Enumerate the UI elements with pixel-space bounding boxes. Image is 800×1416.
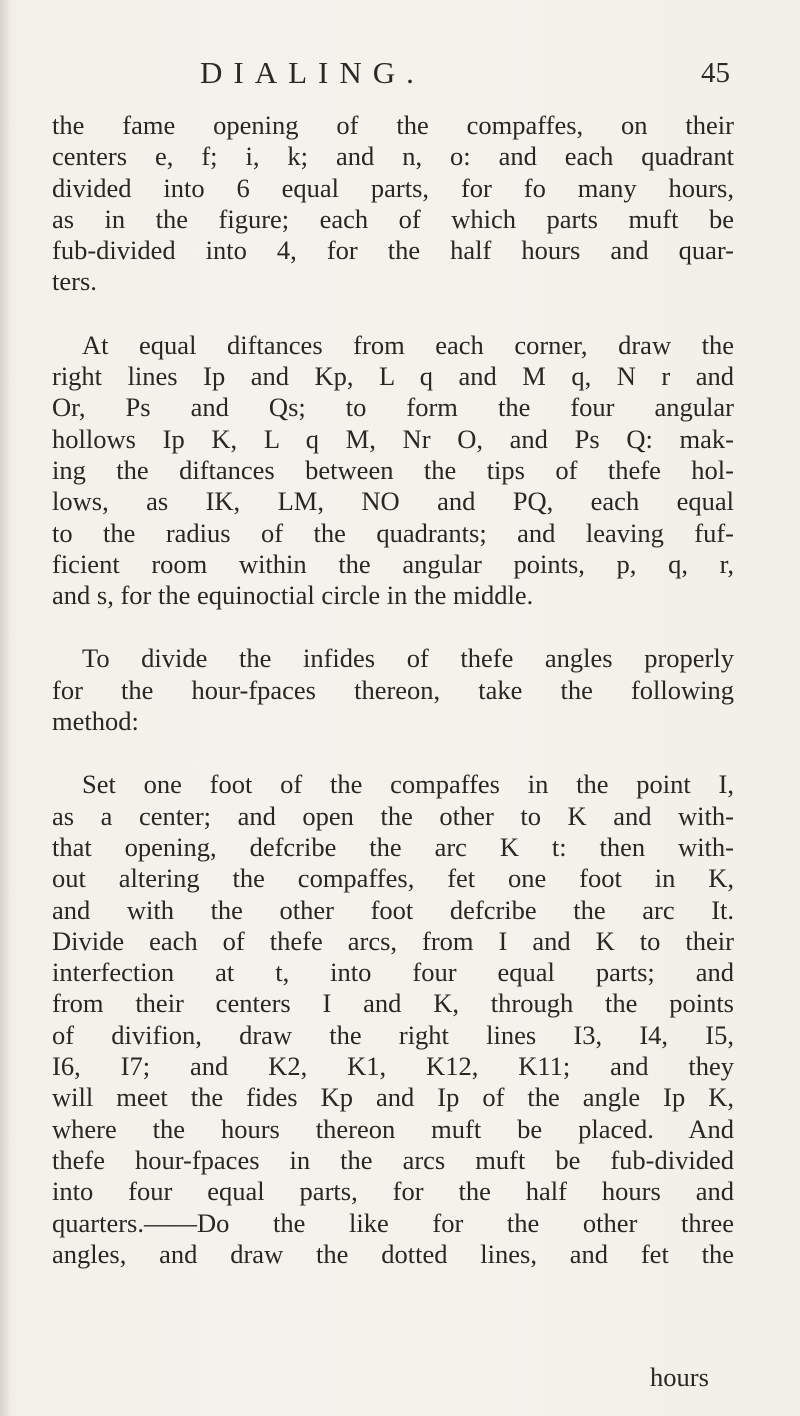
text-line: of divifion, draw the right lines I3, I4, I5, — [52, 1019, 734, 1050]
paragraph-3 — [52, 643, 734, 737]
text-line: Or, Ps and Qs; to form the four angular — [52, 392, 734, 423]
text-line: right lines Ip and Kp, L q and M q, N r and — [52, 361, 734, 392]
text-line: hollows Ip K, L q M, Nr O, and Ps Q: mak- — [52, 423, 734, 454]
text-line: angles, and draw the dotted lines, and fet the — [52, 1238, 734, 1269]
running-head — [200, 55, 730, 95]
text-line: and with the other foot defcribe the arc It. — [52, 894, 734, 925]
text-line: that opening, defcribe the arc K t: then with- — [52, 831, 734, 862]
text-line: as a center; and open the other to K and with- — [52, 800, 734, 831]
text-line: Set one foot of the compaffes in the point I, — [82, 769, 734, 800]
text-line: lows, as IK, LM, NO and PQ, each equal — [52, 486, 734, 517]
text-line: Divide each of thefe arcs, from I and K to their — [52, 925, 734, 956]
paragraph-1 — [52, 110, 734, 298]
text-line: from their centers I and K, through the points — [52, 988, 734, 1019]
body-text — [52, 110, 734, 1270]
text-line: divided into 6 equal parts, for fo many hours, — [52, 172, 734, 203]
text-line: ficient room within the angular points, p, q, r, — [52, 548, 734, 579]
text-line: will meet the fides Kp and Ip of the angle Ip K, — [52, 1082, 734, 1113]
running-title: DIALING. — [200, 55, 425, 90]
paragraph-2 — [52, 330, 734, 612]
text-line: centers e, f; i, k; and n, o: and each quadrant — [52, 141, 734, 172]
text-line: where the hours thereon muft be placed. And — [52, 1113, 734, 1144]
text-line: ters. — [52, 266, 97, 297]
binding-shadow — [0, 0, 10, 1416]
text-line: as in the figure; each of which parts muft be — [52, 203, 734, 234]
text-line: for the hour-fpaces thereon, take the following — [52, 674, 734, 705]
text-line: At equal diftances from each corner, draw the — [82, 329, 734, 360]
text-line: quarters.——Do the like for the other three — [52, 1207, 734, 1238]
text-line: and s, for the equinoctial circle in the middle. — [52, 580, 534, 611]
catchword: hours — [650, 1362, 709, 1392]
page-number: 45 — [701, 57, 730, 89]
text-line: I6, I7; and K2, K1, K12, K11; and they — [52, 1051, 734, 1082]
text-line: To divide the infides of thefe angles properly — [82, 643, 734, 674]
text-line: method: — [52, 706, 139, 737]
text-line: to the radius of the quadrants; and leaving fuf- — [52, 517, 734, 548]
text-line: ing the diftances between the tips of thefe hol- — [52, 454, 734, 485]
text-line: into four equal parts, for the half hours and — [52, 1176, 734, 1207]
text-line: thefe hour-fpaces in the arcs muft be fub-divided — [52, 1144, 734, 1175]
text-line: the fame opening of the compaffes, on their — [52, 110, 734, 140]
text-line: interfection at t, into four equal parts; and — [52, 957, 734, 988]
paragraph-4 — [52, 769, 734, 1270]
text-line: fub-divided into 4, for the half hours and quar- — [52, 235, 734, 266]
text-line: out altering the compaffes, fet one foot in K, — [52, 863, 734, 894]
